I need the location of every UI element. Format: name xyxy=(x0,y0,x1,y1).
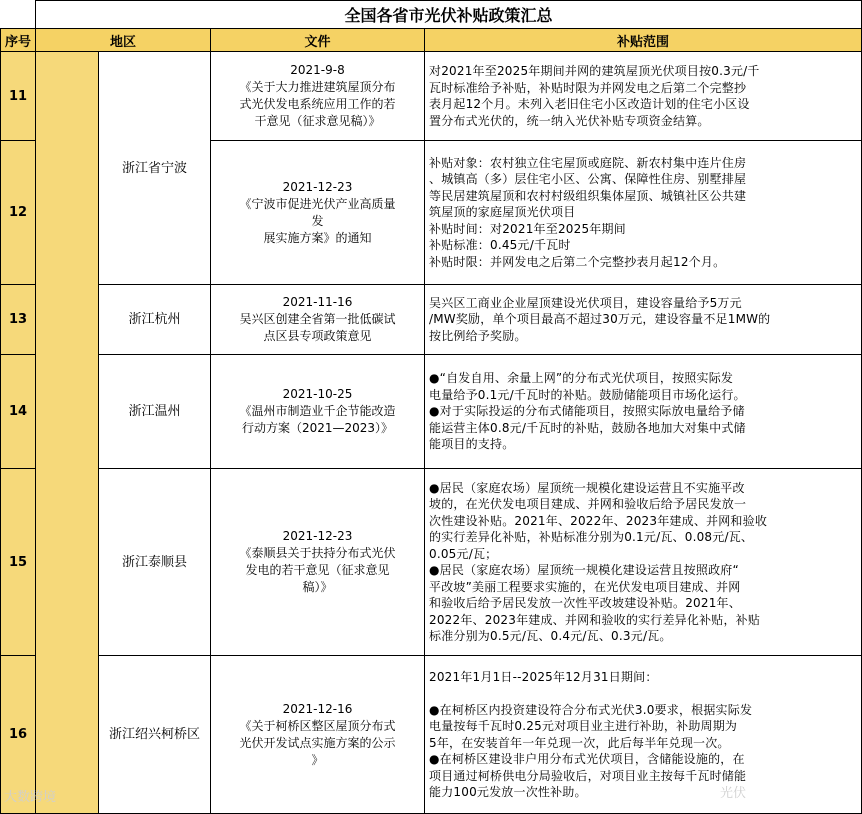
document-date: 2021-12-23 xyxy=(282,179,353,194)
document-cell xyxy=(211,52,425,141)
scope-line: ●居民（家庭农场）屋顶统一规模化建设运营且按照政府“ xyxy=(429,563,739,577)
document-title-line: 干意见（征求意见稿）》 xyxy=(254,114,381,128)
document-title-line: 《泰顺县关于扶持分布式光伏 xyxy=(239,546,396,560)
scope-line: 能运营主体0.8元/千瓦时的补贴，鼓励各地加大对集中式储 xyxy=(429,420,746,435)
document-cell xyxy=(211,285,425,355)
document-title-line: 》 xyxy=(311,752,324,767)
table-row xyxy=(1,285,862,355)
table-row xyxy=(1,355,862,469)
watermark-left: 大数跨境 xyxy=(4,790,57,805)
scope-line: 置分布式光伏的，统一纳入光伏补贴专项资金结算。 xyxy=(429,113,710,128)
table-title: 全国各省市光伏补贴政策汇总 xyxy=(36,1,862,29)
scope-line: 按比例给予奖励。 xyxy=(429,328,527,343)
document-cell xyxy=(211,355,425,469)
scope-line: 5年，在安装首年一年兑现一次，此后每半年兑现一次。 xyxy=(429,735,730,750)
scope-cell xyxy=(425,141,862,285)
scope-cell xyxy=(425,469,862,656)
document-title-line: 光伏开发试点实施方案的公示 xyxy=(239,735,396,750)
scope-cell xyxy=(425,355,862,469)
document-cell xyxy=(211,656,425,814)
watermark-right: 光伏 xyxy=(720,786,747,801)
document-title-line: 稿）》 xyxy=(302,580,333,594)
row-seq: 12 xyxy=(1,141,36,285)
row-seq: 11 xyxy=(1,52,36,141)
document-title-line: 《关于大力推进建筑屋顶分布 xyxy=(239,80,396,94)
region-group-strip xyxy=(36,52,99,814)
row-seq: 13 xyxy=(1,285,36,355)
scope-line: 平改坡”美丽工程要求实施的，在光伏发电项目建成、并网 xyxy=(429,579,741,594)
scope-line: 能项目的支持。 xyxy=(429,437,515,452)
header-document: 文件 xyxy=(211,29,425,52)
scope-line: ●“自发自用、余量上网”的分布式光伏项目，按照实际发 xyxy=(429,371,734,386)
scope-line: 项目通过柯桥供电分局验收后，对项目业主按每千瓦时储能 xyxy=(429,768,747,783)
scope-line: 和验收后给予居民发放一次性平改坡建设补贴。2021年、 xyxy=(429,596,741,610)
table-row xyxy=(1,52,862,141)
row-seq: 14 xyxy=(1,355,36,469)
region-cell: 浙江省宁波 xyxy=(99,52,211,285)
scope-line: 补贴时间：对2021年至2025年期间 xyxy=(429,221,626,236)
header-region: 地区 xyxy=(36,29,211,52)
document-title-line: 《温州市制造业千企节能改造 xyxy=(239,404,396,418)
document-title-line: 点区县专项政策意见 xyxy=(263,329,372,343)
document-cell xyxy=(211,141,425,285)
document-date: 2021-12-16 xyxy=(282,701,353,716)
document-date: 2021-11-16 xyxy=(282,295,353,309)
scope-line: 2022年、2023年建成、并网和验收的实行差异化补贴，补贴 xyxy=(429,612,761,627)
scope-line: 0.05元/瓦； xyxy=(429,546,498,561)
header-seq: 序号 xyxy=(1,29,36,52)
scope-line xyxy=(429,685,857,702)
scope-line: 表月起12个月。未列入老旧住宅小区改造计划的住宅小区设 xyxy=(429,97,750,111)
scope-line: 标准分别为0.5元/瓦、0.4元/瓦、0.3元/瓦。 xyxy=(429,629,672,643)
scope-line: 补贴时限：并网发电之后第二个完整抄表月起12个月。 xyxy=(429,254,726,269)
document-title-line: 发电的若干意见（征求意见 xyxy=(245,563,390,577)
region-cell: 浙江温州 xyxy=(99,355,211,469)
header-scope: 补贴范围 xyxy=(425,29,862,52)
table-row xyxy=(1,469,862,656)
document-title-line: 吴兴区创建全省第一批低碳试 xyxy=(239,312,396,326)
row-seq: 16 xyxy=(1,656,36,814)
document-title-line: 式光伏发电系统应用工作的若 xyxy=(239,97,396,111)
scope-cell xyxy=(425,285,862,355)
region-cell: 浙江绍兴柯桥区 xyxy=(99,656,211,814)
title-row xyxy=(1,1,862,29)
scope-line: 、城镇高（多）层住宅小区、公寓、保障性住房、别墅排屋 xyxy=(429,172,747,187)
header-row xyxy=(1,29,862,52)
scope-line: 次性建设补贴。2021年、2022年、2023年建成、并网和验收 xyxy=(429,513,768,528)
scope-line: 2021年1月1日--2025年12月31日期间： xyxy=(429,669,658,684)
document-title-line: 《关于柯桥区整区屋顶分布式 xyxy=(239,718,396,733)
row-seq: 15 xyxy=(1,469,36,656)
scope-line: 坡的，在光伏发电项目建成、并网和验收后给予居民发放一 xyxy=(429,497,747,511)
scope-cell xyxy=(425,52,862,141)
document-cell xyxy=(211,469,425,656)
region-cell: 浙江泰顺县 xyxy=(99,469,211,656)
scope-line: 对2021年至2025年期间并网的建筑屋顶光伏项目按0.3元/千 xyxy=(429,64,760,78)
document-title-line: 行动方案（2021—2023）》 xyxy=(241,421,394,435)
scope-line: 能力100元发放一次性补助。 xyxy=(429,785,587,799)
scope-line: 电量给予0.1元/千瓦时的补贴。鼓励储能项目市场化运行。 xyxy=(429,387,746,402)
scope-line: 瓦时标准给予补贴，补贴时限为并网发电之后第二个完整抄 xyxy=(429,80,747,95)
document-title-line: 展实施方案》的通知 xyxy=(263,230,372,245)
scope-line: 吴兴区工商业企业屋顶建设光伏项目，建设容量给予5万元 xyxy=(429,295,742,310)
region-cell: 浙江杭州 xyxy=(99,285,211,355)
scope-line: ●在柯桥区内投资建设符合分布式光伏3.0要求，根据实际发 xyxy=(429,702,753,717)
document-title-line: 《宁波市促进光伏产业高质量 xyxy=(239,196,396,211)
document-title-line: 发 xyxy=(311,213,324,228)
scope-line: 筑屋顶的家庭屋顶光伏项目 xyxy=(429,205,576,220)
scope-line: /MW奖励，单个项目最高不超过30万元，建设容量不足1MW的 xyxy=(429,312,771,327)
scope-line: ●居民（家庭农场）屋顶统一规模化建设运营且不实施平改 xyxy=(429,480,745,495)
scope-line: ●在柯桥区建设非户用分布式光伏项目，含储能设施的，在 xyxy=(429,752,745,766)
scope-cell xyxy=(425,656,862,814)
scope-line: 电量按每千瓦时0.25元对项目业主进行补助，补助周期为 xyxy=(429,719,738,733)
document-date: 2021-9-8 xyxy=(290,63,345,77)
scope-line: 等民居建筑屋顶和农村村级组织集体屋顶、城镇社区公共建 xyxy=(429,188,747,203)
document-date: 2021-10-25 xyxy=(282,387,353,401)
scope-line: ●对于实际投运的分布式储能项目，按照实际放电量给予储 xyxy=(429,404,745,419)
scope-line: 的实行差异化补贴，补贴标准分别为0.1元/瓦、0.08元/瓦、 xyxy=(429,530,754,544)
scope-line: 补贴对象：农村独立住宅屋顶或庭院、新农村集中连片住房 xyxy=(429,155,747,170)
document-date: 2021-12-23 xyxy=(282,529,353,543)
scope-line: 补贴标准：0.45元/千瓦时 xyxy=(429,238,571,253)
